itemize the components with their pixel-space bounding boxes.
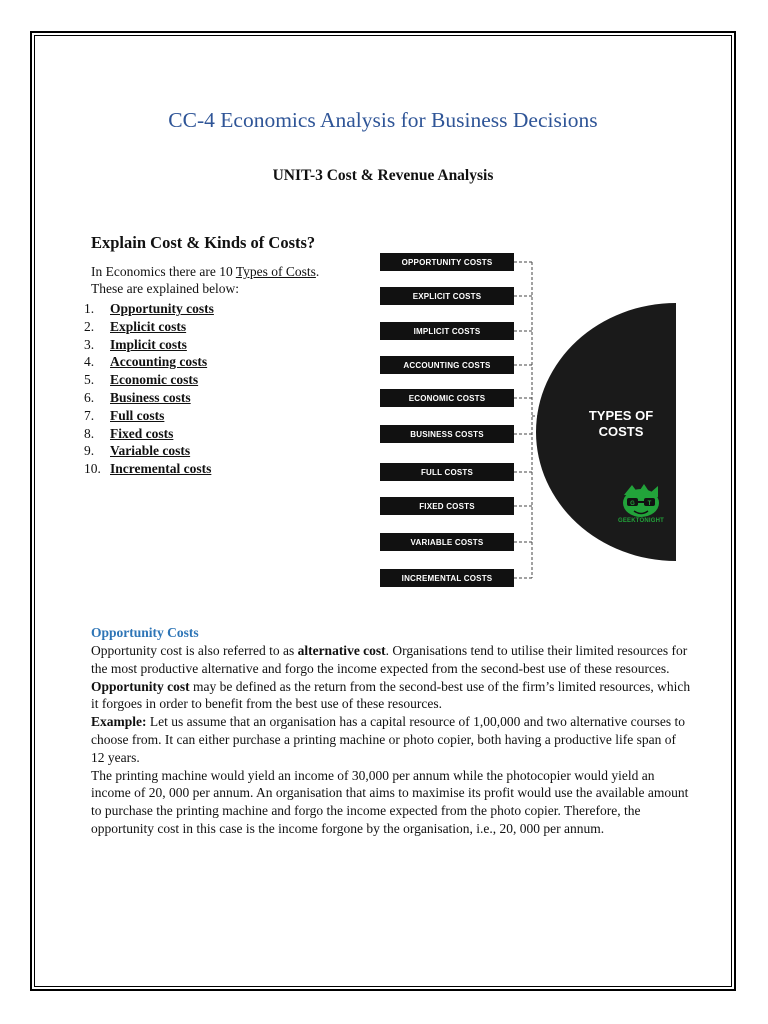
list-label: Economic costs [110, 372, 199, 388]
center-label-line1: TYPES OF [588, 408, 654, 423]
p1-bold-term: alternative cost [297, 643, 386, 658]
center-label-line2: COSTS [598, 424, 644, 439]
list-number: 3. [84, 336, 95, 352]
list-label: Explicit costs [110, 318, 187, 334]
cost-types-list [84, 300, 214, 478]
types-of-costs-link[interactable]: Types of Costs [235, 264, 316, 279]
paragraph-2 [91, 678, 691, 714]
list-label: Variable costs [110, 443, 191, 459]
diagram-box-implicit: IMPLICIT COSTS [380, 322, 514, 340]
list-item [84, 407, 214, 425]
svg-text:G: G [630, 501, 635, 507]
list-item [84, 371, 214, 389]
diagram-box-economic: ECONOMIC COSTS [380, 389, 514, 407]
document-title: CC-4 Economics Analysis for Business Decisions [168, 108, 598, 132]
list-item [84, 442, 214, 460]
p3-bold-term: Example: [91, 714, 147, 730]
intro-text-before: In Economics there are 10 [91, 264, 236, 279]
opportunity-cost-body [91, 642, 691, 838]
paragraph-3 [91, 713, 691, 766]
list-item [84, 460, 214, 478]
list-item [84, 300, 214, 318]
diagram-box-accounting: ACCOUNTING COSTS [380, 356, 514, 374]
types-of-costs-diagram [380, 248, 676, 588]
diagram-box-variable: VARIABLE COSTS [380, 533, 514, 551]
list-item [84, 425, 214, 443]
paragraph-4: The printing machine would yield an income of 30,000 per annum while the photocopier would yield an income of 20, 000 per annum. An organisation that aims to maximise its profit would use the available amount to purchase the printing machine and forgo the income expected from the photo copier. Therefore, the opportunity cost in this case is the income forgone by the organisation, i.e., 20, 000 per annum. [91, 767, 689, 836]
diagram-box-explicit: EXPLICIT COSTS [380, 287, 514, 305]
svg-text:T: T [647, 501, 652, 507]
mascot-logo-icon [608, 483, 674, 519]
diagram-center-label [576, 408, 666, 440]
p2-text-after: may be defined as the return from the second-best use of the firm’s limited resources, which it forgoes in order to benefit from the best use of these resources. [91, 678, 691, 712]
list-label: Full costs [110, 407, 165, 423]
list-label: Fixed costs [110, 425, 174, 441]
list-item [84, 353, 214, 371]
p1-text-after: . Organisations tend to utilise their limited resources for the most productive alternative and forgo the income expected from the second-best use of these resources. [91, 643, 688, 676]
list-number: 8. [84, 425, 95, 441]
list-label: Opportunity costs [110, 301, 214, 316]
list-number: 9. [84, 443, 95, 459]
list-number: 4. [84, 354, 95, 370]
logo-text: GEEKTONIGHT [617, 518, 665, 524]
intro-paragraph [91, 263, 351, 297]
p1-text-before: Opportunity cost is also referred to as [91, 643, 298, 658]
list-item [84, 389, 214, 407]
list-number: 5. [84, 372, 95, 388]
list-label: Business costs [110, 389, 191, 405]
list-item [84, 336, 214, 354]
list-label: Implicit costs [110, 336, 187, 352]
p2-bold-term: Opportunity cost [91, 678, 190, 694]
list-number: 10. [84, 461, 101, 477]
p3-text-after: Let us assume that an organisation has a capital resource of 1,00,000 and two alternative courses to choose from. It can either purchase a printing machine or photo copier, both having a productive life span of 12 years. [91, 714, 685, 765]
list-number: 2. [84, 318, 95, 334]
list-label: Incremental costs [110, 461, 212, 477]
list-item [84, 318, 214, 336]
diagram-box-incremental: INCREMENTAL COSTS [380, 569, 514, 587]
question-heading: Explain Cost & Kinds of Costs? [91, 233, 316, 252]
intro-text-after: . These are explained below: [91, 264, 320, 296]
list-number: 6. [84, 389, 95, 405]
diagram-box-full: FULL COSTS [380, 463, 514, 481]
list-number: 1. [84, 301, 95, 316]
list-label: Accounting costs [110, 354, 208, 370]
diagram-box-fixed: FIXED COSTS [380, 497, 514, 515]
paragraph-1 [91, 642, 691, 678]
section-heading-opportunity-costs: Opportunity Costs [91, 625, 199, 640]
list-number: 7. [84, 407, 95, 423]
unit-heading: UNIT-3 Cost & Revenue Analysis [272, 167, 494, 184]
diagram-box-business: BUSINESS COSTS [380, 425, 514, 443]
diagram-box-opportunity: OPPORTUNITY COSTS [380, 253, 514, 271]
